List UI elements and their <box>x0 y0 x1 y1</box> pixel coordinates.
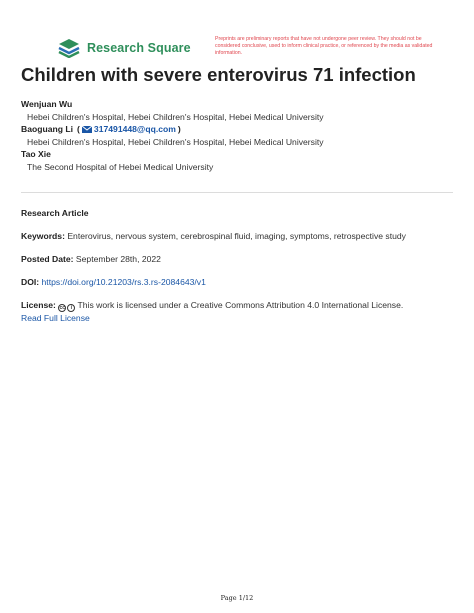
keywords-line <box>21 230 406 243</box>
author-affiliation: Hebei Children's Hospital, Hebei Children's Hospital, Hebei Medical University <box>27 111 324 122</box>
license-line <box>21 299 403 325</box>
logo-text: Research Square <box>87 41 191 55</box>
paper-title: Children with severe enterovirus 71 infection <box>21 64 416 85</box>
keywords-label: Keywords: <box>21 231 65 241</box>
keywords-value: Enterovirus, nervous system, cerebrospinal fluid, imaging, symptoms, retrospective study <box>67 231 406 241</box>
author-email-link[interactable]: 317491448@qq.com <box>93 124 176 134</box>
doi-label: DOI: <box>21 277 40 287</box>
research-square-logo[interactable] <box>57 38 191 58</box>
preprint-notice: Preprints are preliminary reports that have not undergone peer review. They should not be considered conclusive, used to inform clinical practice, or referenced by the media as validated information. <box>215 36 433 56</box>
author-list <box>21 98 324 173</box>
doi-line <box>21 276 206 289</box>
author-name: Wenjuan Wu <box>21 99 73 109</box>
author-name: Tao Xie <box>21 149 51 159</box>
license-label: License: <box>21 300 56 310</box>
read-full-license-link[interactable]: Read Full License <box>21 313 90 323</box>
author-name-with-email <box>21 123 324 136</box>
author-email-group: ( 317491448@qq.com ) <box>77 124 181 134</box>
author-name: Baoguang Li <box>21 124 74 134</box>
posted-date-label: Posted Date: <box>21 254 74 264</box>
research-square-logo-icon <box>57 38 81 58</box>
doi-link[interactable]: https://doi.org/10.21203/rs.3.rs-2084643/v1 <box>41 277 206 287</box>
creative-commons-icon: cc i <box>58 304 75 312</box>
section-divider <box>21 192 453 193</box>
article-type-value: Research Article <box>21 208 89 218</box>
page-number: Page 1/12 <box>220 594 254 602</box>
author-affiliation: The Second Hospital of Hebei Medical University <box>27 161 214 172</box>
posted-date-line <box>21 253 161 266</box>
article-type <box>21 207 89 220</box>
posted-date-value: September 28th, 2022 <box>75 254 161 264</box>
envelope-icon <box>82 126 92 133</box>
author-affiliation: Hebei Children's Hospital, Hebei Children's Hospital, Hebei Medical University <box>27 136 324 147</box>
license-text: This work is licensed under a Creative Commons Attribution 4.0 International License. <box>77 300 404 310</box>
